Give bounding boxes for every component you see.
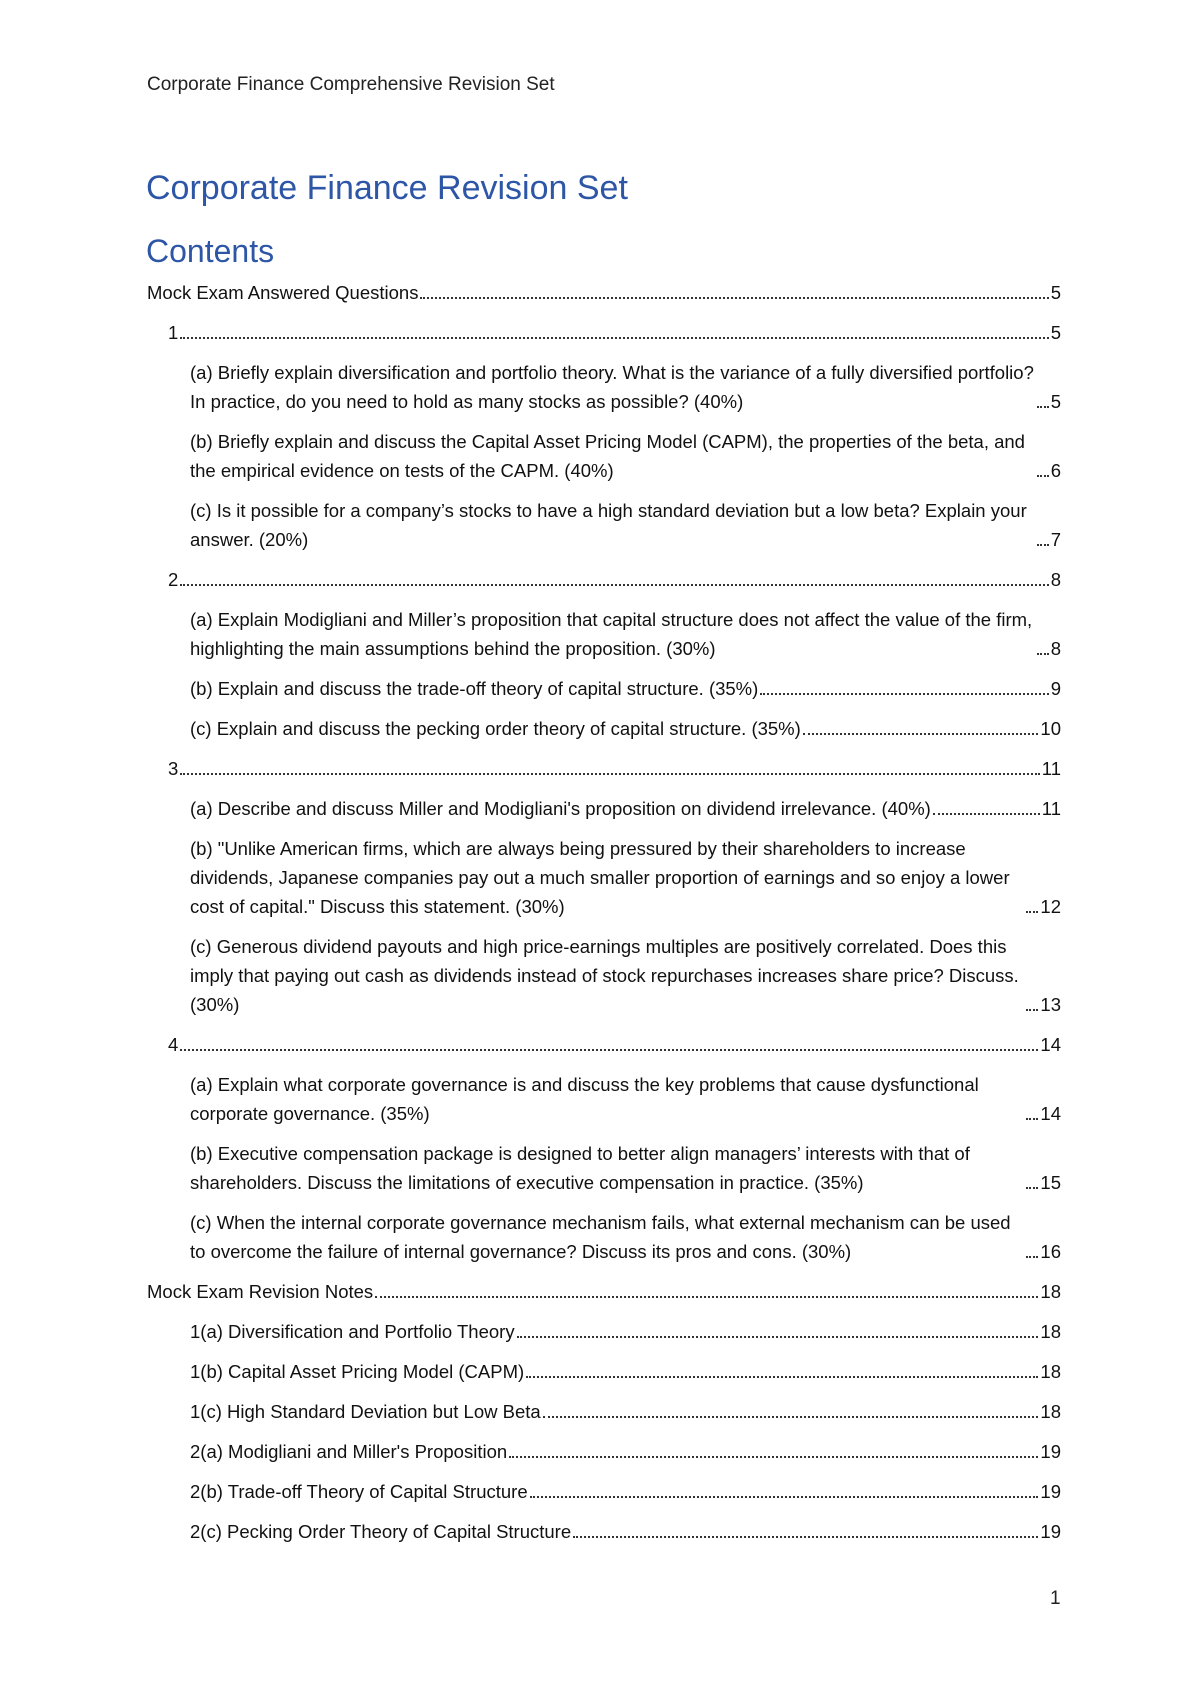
toc-entry-page: 12 bbox=[1040, 896, 1061, 917]
toc-entry-page: 18 bbox=[1040, 1361, 1061, 1382]
toc-dot-leader bbox=[1026, 911, 1038, 913]
toc-entry-text: 2(b) Trade-off Theory of Capital Structure bbox=[190, 1481, 528, 1502]
toc-entry[interactable] bbox=[147, 1477, 1061, 1506]
toc-entry-page: 19 bbox=[1040, 1521, 1061, 1542]
toc-entry-text: (b) Explain and discuss the trade-off theory of capital structure. (35%) bbox=[190, 678, 759, 699]
toc-dot-leader bbox=[180, 1049, 1038, 1051]
toc-entry[interactable] bbox=[147, 714, 1061, 743]
toc-entry-page: 13 bbox=[1040, 994, 1061, 1015]
toc-entry-page: 14 bbox=[1040, 1103, 1061, 1124]
toc-entry-text: (b) Briefly explain and discuss the Capital Asset Pricing Model (CAPM), the properties of the beta, and the empirical evidence on tests of the CAPM. (40%) bbox=[190, 431, 1025, 481]
toc-dot-leader bbox=[1026, 1256, 1038, 1258]
toc-entry-page: 18 bbox=[1040, 1281, 1061, 1302]
toc-entry-page: 5 bbox=[1050, 391, 1061, 412]
toc-entry[interactable] bbox=[147, 496, 1061, 554]
toc-entry-text: 2 bbox=[168, 569, 179, 590]
toc-entry-page: 5 bbox=[1050, 282, 1061, 303]
toc-dot-leader bbox=[509, 1456, 1038, 1458]
toc-entry[interactable] bbox=[147, 1517, 1061, 1546]
toc-entry[interactable] bbox=[147, 358, 1061, 416]
toc-dot-leader bbox=[760, 693, 1048, 695]
toc-dot-leader bbox=[1037, 544, 1049, 546]
page-number: 1 bbox=[1050, 1588, 1061, 1609]
toc-dot-leader bbox=[180, 773, 1039, 775]
toc-entry-page: 5 bbox=[1050, 322, 1061, 343]
toc-entry[interactable] bbox=[147, 1070, 1061, 1128]
toc-entry-text: 1(b) Capital Asset Pricing Model (CAPM) bbox=[190, 1361, 525, 1382]
toc-entry-page: 19 bbox=[1040, 1481, 1061, 1502]
toc-entry-text: 2(c) Pecking Order Theory of Capital Structure bbox=[190, 1521, 572, 1542]
toc-dot-leader bbox=[1026, 1118, 1038, 1120]
toc-entry-text: (b) "Unlike American firms, which are always being pressured by their shareholders to increase dividends, Japanese companies pay out a much smaller proportion of earnings and so enjoy a lower cost of capital." Discuss this statement. (30%) bbox=[190, 838, 1010, 917]
toc-entry-page: 16 bbox=[1040, 1241, 1061, 1262]
toc-dot-leader bbox=[573, 1536, 1038, 1538]
toc-entry-page: 6 bbox=[1050, 460, 1061, 481]
toc-dot-leader bbox=[1037, 406, 1049, 408]
toc-dot-leader bbox=[530, 1496, 1039, 1498]
document-title: Corporate Finance Revision Set bbox=[146, 169, 628, 207]
toc-dot-leader bbox=[1037, 653, 1049, 655]
toc-entry[interactable] bbox=[147, 1030, 1061, 1059]
toc-dot-leader bbox=[180, 584, 1048, 586]
toc-entry[interactable] bbox=[147, 1357, 1061, 1386]
toc-entry[interactable] bbox=[147, 1277, 1061, 1306]
toc-entry[interactable] bbox=[147, 605, 1061, 663]
toc-entry-page: 9 bbox=[1050, 678, 1061, 699]
toc-entry[interactable] bbox=[147, 674, 1061, 703]
toc-dot-leader bbox=[1026, 1009, 1038, 1011]
toc-entry[interactable] bbox=[147, 754, 1061, 783]
toc-entry-text: 1(c) High Standard Deviation but Low Beta bbox=[190, 1401, 541, 1422]
toc-entry-text: (c) Generous dividend payouts and high price-earnings multiples are positively correlated. Does this imply that paying out cash as dividends instead of stock repurchases increases share price? Discuss. (30%) bbox=[190, 936, 1019, 1015]
toc-dot-leader bbox=[517, 1336, 1039, 1338]
toc-entry-page: 15 bbox=[1040, 1172, 1061, 1193]
toc-entry-page: 10 bbox=[1040, 718, 1061, 739]
toc-entry-page: 8 bbox=[1050, 638, 1061, 659]
toc-entry[interactable] bbox=[147, 1397, 1061, 1426]
toc-entry-text: (a) Briefly explain diversification and portfolio theory. What is the variance of a fully diversified portfolio? In practice, do you need to hold as many stocks as possible? (40%) bbox=[190, 362, 1034, 412]
toc-entry-text: 4 bbox=[168, 1034, 179, 1055]
toc-entry-page: 8 bbox=[1050, 569, 1061, 590]
toc-entry-text: (b) Executive compensation package is designed to better align managers’ interests with that of shareholders. Discuss the limitations of executive compensation in practice. (35%) bbox=[190, 1143, 970, 1193]
toc-dot-leader bbox=[933, 813, 1040, 815]
toc-entry-text: 2(a) Modigliani and Miller's Proposition bbox=[190, 1441, 508, 1462]
toc-entry-text: 3 bbox=[168, 758, 179, 779]
toc-dot-leader bbox=[803, 733, 1039, 735]
toc-entry[interactable] bbox=[147, 834, 1061, 921]
toc-entry[interactable] bbox=[147, 1139, 1061, 1197]
toc-entry-text: 1(a) Diversification and Portfolio Theory bbox=[190, 1321, 515, 1342]
toc-entry-text: Mock Exam Answered Questions bbox=[147, 282, 419, 303]
toc-dot-leader bbox=[420, 297, 1048, 299]
toc-entry[interactable] bbox=[147, 1437, 1061, 1466]
toc-entry[interactable] bbox=[147, 318, 1061, 347]
toc-dot-leader bbox=[180, 337, 1048, 339]
toc-entry-page: 19 bbox=[1040, 1441, 1061, 1462]
toc-entry-text: (a) Explain what corporate governance is and discuss the key problems that cause dysfunctional corporate governance. (35%) bbox=[190, 1074, 979, 1124]
toc-dot-leader bbox=[1026, 1187, 1038, 1189]
toc-entry-page: 18 bbox=[1040, 1321, 1061, 1342]
toc-entry-page: 14 bbox=[1040, 1034, 1061, 1055]
toc-entry-text: (c) Is it possible for a company’s stocks to have a high standard deviation but a low beta? Explain your answer. (20%) bbox=[190, 500, 1027, 550]
toc-dot-leader bbox=[375, 1296, 1038, 1298]
toc-entry-text: (c) When the internal corporate governance mechanism fails, what external mechanism can be used to overcome the failure of internal governance? Discuss its pros and cons. (30%) bbox=[190, 1212, 1011, 1262]
toc-entry-text: Mock Exam Revision Notes bbox=[147, 1281, 374, 1302]
toc-entry-text: (a) Explain Modigliani and Miller’s proposition that capital structure does not affect the value of the firm, highlighting the main assumptions behind the proposition. (30%) bbox=[190, 609, 1033, 659]
toc-entry[interactable] bbox=[147, 794, 1061, 823]
toc-entry-text: 1 bbox=[168, 322, 179, 343]
toc-entry-page: 7 bbox=[1050, 529, 1061, 550]
toc-dot-leader bbox=[1037, 475, 1049, 477]
toc-entry[interactable] bbox=[147, 427, 1061, 485]
toc-entry-page: 11 bbox=[1041, 798, 1061, 819]
contents-heading: Contents bbox=[146, 233, 275, 269]
toc-dot-leader bbox=[526, 1376, 1038, 1378]
toc-entry[interactable] bbox=[147, 1208, 1061, 1266]
toc-entry[interactable] bbox=[147, 932, 1061, 1019]
toc-dot-leader bbox=[543, 1416, 1039, 1418]
toc-entry-text: (c) Explain and discuss the pecking order theory of capital structure. (35%) bbox=[190, 718, 801, 739]
toc-entry-page: 18 bbox=[1040, 1401, 1061, 1422]
toc-entry[interactable] bbox=[147, 565, 1061, 594]
toc-entry-text: (a) Describe and discuss Miller and Modigliani's proposition on dividend irrelevance. (40%) bbox=[190, 798, 931, 819]
table-of-contents bbox=[147, 278, 1061, 1557]
toc-entry[interactable] bbox=[147, 278, 1061, 307]
toc-entry[interactable] bbox=[147, 1317, 1061, 1346]
page-header: Corporate Finance Comprehensive Revision Set bbox=[147, 74, 555, 95]
toc-entry-page: 11 bbox=[1041, 758, 1061, 779]
